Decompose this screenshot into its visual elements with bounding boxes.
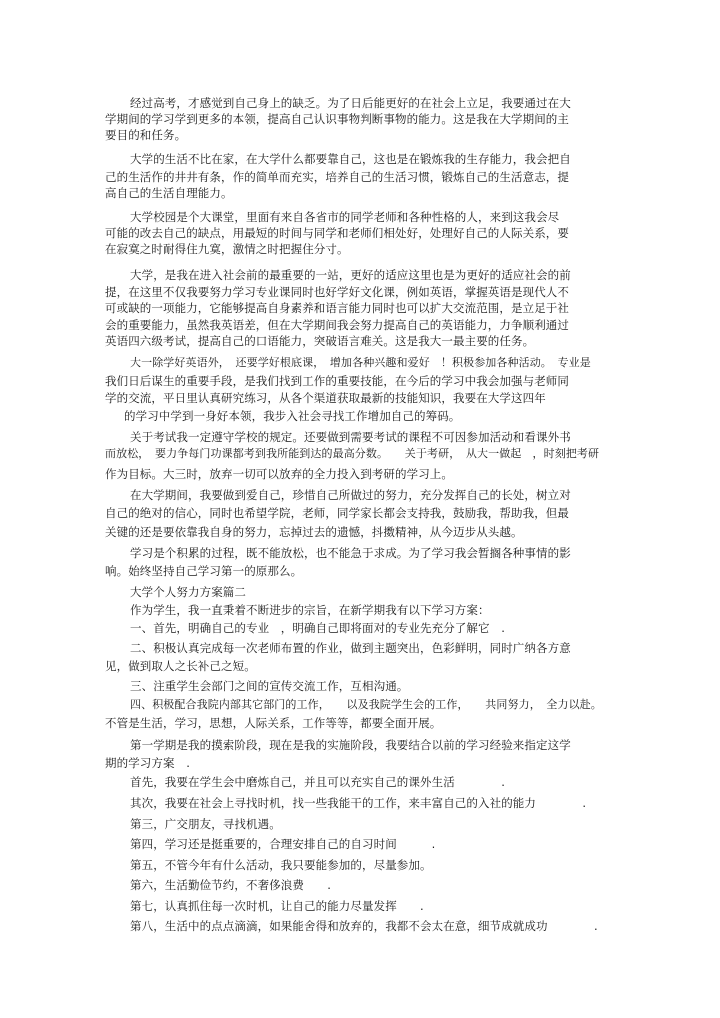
paragraph-line: 在大学期间，我要做到爱自己，珍惜自己所做过的努力，充分发挥自己的长处，树立对 bbox=[130, 488, 571, 502]
paragraph-line: 会的重要能力，虽然我英语差，但在大学期间我会努力提高自己的英语能力，力争顺利通过 bbox=[105, 318, 569, 332]
step-item: 第六，生活勤俭节约，不奢侈浪费 . bbox=[130, 878, 331, 892]
paragraph-line: 学的交流，平日里认真研究练习，从各个渠道获取最新的技能知识，我要在大学这四年 bbox=[105, 391, 546, 405]
step-item: 第七，认真抓住每一次时机，让自己的能力尽量发挥 . bbox=[130, 899, 424, 913]
paragraph-line: 己的生活作的井井有条，作的简单而充实，培养自己的生活习惯，锻炼自己的生活意志，提 bbox=[105, 170, 569, 184]
plan-item: 二、积极认真完成每一次老师布置的作业，做到主题突出，色彩鲜明，同时广纳各方意 bbox=[130, 641, 571, 655]
step-item: 其次，我要在社会上寻找时机，找一些我能干的工作，来丰富自己的入社的能力 . bbox=[130, 796, 587, 810]
plan-item: 一、首先，明确自己的专业 ，明确自己即将面对的专业先充分了解它 . bbox=[130, 621, 505, 635]
paragraph-line: 大学，是我在进入社会前的最重要的一站，更好的适应这里也是为更好的适应社会的前 bbox=[130, 268, 571, 282]
paragraph-line: 而放松， 要力争每门功课都考到我所能到达的最高分数。 关于考研， 从大一做起 ，时刻把考研 bbox=[105, 447, 600, 460]
paragraph-line: 关键的还是要依靠我自身的努力，忘掉过去的遗憾，抖擞精神，从今迈步从头越。 bbox=[105, 525, 523, 539]
plan-item: 四、积极配合我院内部其它部门的工作， 以及我院学生会的工作， 共同努力， 全力以赴。 bbox=[130, 698, 602, 711]
paragraph-line: 要目的和任务。 bbox=[105, 128, 187, 142]
paragraph-line: 大学校园是个大课堂，里面有来自各省市的同学老师和各种性格的人，来到这我会尽 bbox=[130, 210, 560, 224]
paragraph-line: 作为目标。大三时，放弃一切可以放弃的全力投入到考研的学习上。 bbox=[105, 467, 453, 481]
paragraph-line: 可能的改去自己的缺点，用最短的时间与同学和老师们相处好，处理好自己的人际关系，要 bbox=[105, 226, 569, 240]
plan-item-continuation: 见，做到取人之长补己之短。 bbox=[105, 659, 256, 673]
paragraph-line: 经过高考，才感觉到自己身上的缺乏。为了日后能更好的在社会上立足，我要通过在大 bbox=[130, 96, 571, 110]
paragraph-line: 作为学生，我一直秉着不断进步的宗旨，在新学期我有以下学习方案： bbox=[130, 603, 490, 617]
paragraph-line: 提，在这里不仅我要努力学习专业课同时也好学好文化课，例如英语，掌握英语是现代人不 bbox=[105, 285, 569, 299]
paragraph-line: 大一除学好英语外， 还要学好根底课， 增加各种兴趣和爱好 ！积极参加各种活动。 专业是 bbox=[130, 356, 591, 369]
paragraph-line: 关于考试我一定遵守学校的规定。还要做到需要考试的课程不可因参加活动和看课外书 bbox=[130, 430, 571, 444]
step-item: 第三，广交朋友，寻找机遇。 bbox=[130, 817, 281, 831]
plan-item-continuation: 不管是生活，学习，思想，人际关系，工作等等，都要全面开展。 bbox=[105, 716, 442, 730]
plan-item: 三、注重学生会部门之间的宣传交流工作，互相沟通。 bbox=[130, 679, 409, 693]
paragraph-line: 期的学习方案 . bbox=[105, 756, 190, 770]
step-item: 第八，生活中的点点滴滴，如果能舍得和放弃的，我都不会太在意，细节成就成功 . bbox=[130, 919, 598, 933]
step-item: 首先，我要在学生会中磨炼自己，并且可以充实自己的课外生活 . bbox=[130, 775, 505, 789]
paragraph-line: 第一学期是我的摸索阶段，现在是我的实施阶段，我要结合以前的学习经验来指定这学 bbox=[130, 738, 571, 752]
paragraph-line: 自己的绝对的信心，同时也希望学院，老师，同学家长都会支持我，鼓励我，帮助我，但最 bbox=[105, 506, 569, 520]
paragraph-line: 大学的生活不比在家，在大学什么都要靠自己，这也是在锻炼我的生存能力，我会把自 bbox=[130, 152, 571, 166]
paragraph-line: 在寂寞之时耐得住九寞，激情之时把握住分寸。 bbox=[105, 242, 349, 256]
section-title: 大学个人努力方案篇二 bbox=[130, 585, 246, 599]
step-item: 第四，学习还是挺重要的，合理安排自己的自习时间 . bbox=[130, 837, 436, 851]
paragraph-line: 的学习中学到一身好本领，我步入社会寻找工作增加自己的筹码。 bbox=[124, 409, 461, 423]
paragraph-line: 学期间的学习学到更多的本领，提高自己认识事物判断事物的能力。这是我在大学期间的主 bbox=[105, 112, 569, 126]
paragraph-line: 高自己的生活自理能力。 bbox=[105, 186, 233, 200]
step-item: 第五，不管今年有什么活动，我只要能参加的，尽量参加。 bbox=[130, 858, 432, 872]
paragraph-line: 响。始终坚持自己学习第一的原那么。 bbox=[105, 564, 303, 578]
paragraph-line: 可或缺的一项能力，它能够提高自身素养和语言能力同时也可以扩大交流范围，是立足于社 bbox=[105, 301, 569, 315]
paragraph-line: 英语四六级考试，提高自己的口语能力，突破语言难关。这是我大一最主要的任务。 bbox=[105, 334, 535, 348]
paragraph-line: 学习是个积累的过程，既不能放松，也不能急于求成。为了学习我会暂搁各种事情的影 bbox=[130, 546, 571, 560]
paragraph-line: 我们日后谋生的重要手段，是我们找到工作的重要技能，在今后的学习中我会加强与老师同 bbox=[105, 374, 569, 388]
